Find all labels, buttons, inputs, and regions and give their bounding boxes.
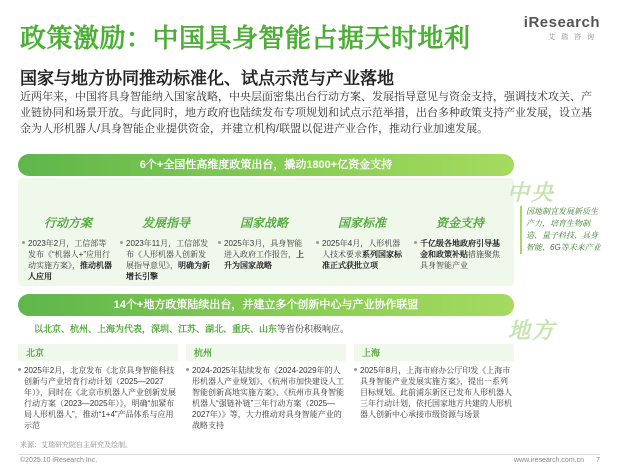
central-policy-band: 6个+全国性高维度政策出台，撬动1800+亿资金支持 <box>18 154 514 176</box>
category-label-funding: 资金支持 <box>435 216 484 230</box>
strategy-note: 因地制宜发展新质生产力，培育生物制造、量子科技、具身智能、6G等未来产业 <box>520 206 604 254</box>
central-label: 中央 <box>507 180 556 205</box>
policy-item: 2025年4月，人形机器人技术要求系列国家标准正式获批立项 <box>316 238 408 282</box>
policy-item: 2023年11月，工信部发布《人形机器人创新发展指导意见》，明确为新增长引擎 <box>120 238 212 282</box>
iresearch-logo <box>524 14 600 42</box>
category-label-action-plan: 行动方案 <box>43 216 92 230</box>
copyright: ©2025.10 iResearch Inc. <box>20 457 98 464</box>
page-title: 政策激励：中国具身智能占据天时地利 <box>20 23 471 53</box>
city-policy-text: 2025年2月，北京发布《北京具身智能科技创新与产业培育行动计划（2025—2027年）》，同时在《北京市机器人产业创新发展行动方案（2023—2025年）》，明确“加紧布局人形机器人”，推动“1+4”产品体系与应用示范 <box>18 365 178 431</box>
central-category-labels <box>22 214 512 231</box>
city-policy-text: 2024-2025年陆续发布《2024-2029年的人形机器人产业规划》、《杭州市加快建设人工智能创新高地实施方案》、《杭州市具身智能机器人“强链补链”三年行动方案（2025—2027年）》等，大力推动对具身智能产业的战略支持 <box>186 365 346 431</box>
local-intro: 以北京、杭州、上海为代表，深圳、江苏、湖北、重庆、山东等省份积极响应。 <box>34 324 350 334</box>
central-policy-list <box>22 238 512 282</box>
city-policy-text: 2025年8月，上海市府办公厅印发《上海市具身智能产业发展实施方案》，提出一系列目标规划。此前浦东新区已发布人形机器人三年行动计划，依托国家地方共建的人形机器人创新中心承接市级资源与场景 <box>354 365 514 420</box>
city-column-shanghai <box>354 344 514 431</box>
logo-wordmark: iResearch <box>523 14 600 31</box>
city-column-beijing <box>18 344 178 431</box>
city-column-hangzhou <box>186 344 346 431</box>
policy-item: 千亿级各地政府引导基金和政策补贴措施聚焦具身智能产业 <box>414 238 506 282</box>
city-heading: 北京 <box>18 344 178 361</box>
page-subtitle: 国家与地方协同推动标准化、试点示范与产业落地 <box>20 69 394 88</box>
source-note: 来源：艾瑞研究院自主研究及绘制。 <box>20 442 132 449</box>
category-label-guidance: 发展指导 <box>141 216 190 230</box>
policy-item: 2025年3月，具身智能进入政府工作报告，上升为国家战略 <box>218 238 310 282</box>
page-number: 7 <box>596 457 600 464</box>
category-label-national-strategy: 国家战略 <box>239 216 288 230</box>
logo-subtext: 艾瑞咨询 <box>548 34 600 41</box>
footer-divider <box>18 454 600 455</box>
city-heading: 杭州 <box>186 344 346 361</box>
intro-paragraph: 近两年来，中国将具身智能纳入国家战略，中央层面密集出台行动方案、发展指导意见与资金支持，强调技术攻关、产业链协同和场景开放。与此同时，地方政府也陆续发布专项规划和试点示范举措，出台多种政策支持产业发展，设立基金为人形机器人/具身智能企业提供资金，并建立机构/联盟以促进产业合作，推动行业加速发展。 <box>20 91 592 135</box>
policy-item: 2023年2月，工信部等发布《“机器人+”应用行动实施方案》，推动机器人应用 <box>22 238 114 282</box>
local-policy-band: 14个+地方政策陆续出台，并建立多个创新中心与产业协作联盟 <box>18 294 514 316</box>
category-label-national-standard: 国家标准 <box>337 216 386 230</box>
local-city-columns <box>18 344 514 431</box>
website-link[interactable]: www.iresearch.com.cn <box>513 457 584 464</box>
local-label: 地方 <box>508 318 557 343</box>
city-heading: 上海 <box>354 344 514 361</box>
